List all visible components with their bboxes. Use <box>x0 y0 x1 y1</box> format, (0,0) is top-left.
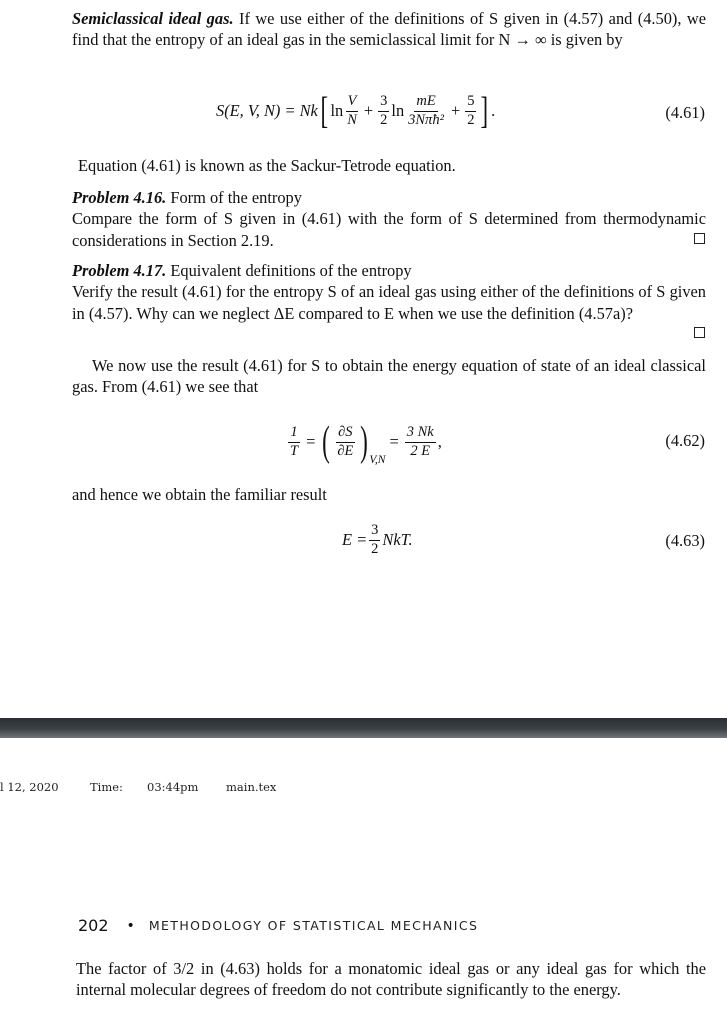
sackur-sentence: Equation (4.61) is known as the Sackur-Tetrode equation. <box>78 156 456 175</box>
problem-417-line-3: definition (4.57a)? <box>511 303 633 323</box>
eq62-frac2-num: ∂S <box>336 425 354 442</box>
problem-417-qed-box <box>694 327 705 338</box>
problem-416-line-2: thermodynamic considerations in Section 2.19. <box>72 209 706 250</box>
eq61-number: (4.61) <box>665 103 705 122</box>
eq61-plus-2: + <box>450 101 461 120</box>
eq61-lhs: S(E, V, N) = Nk <box>216 101 318 120</box>
problem-417-line-2: of S given in (4.57). Why can we neglect ΔE compared to E when we use the <box>72 282 706 323</box>
eq62-number: (4.62) <box>665 431 705 450</box>
semiclassical-heading: Semiclassical ideal gas. <box>72 9 234 28</box>
eq62-frac1-den: T <box>290 442 299 459</box>
eq62-equals-1: = <box>306 432 316 451</box>
problem-4-17 <box>72 260 706 324</box>
eq62-frac1-num: 1 <box>288 425 299 442</box>
problem-416-qed-box <box>694 233 705 244</box>
page-gap-shadow <box>0 718 727 738</box>
eq61-fraction-v-over-n <box>345 94 359 127</box>
semiclassical-line-2: and (4.50), we find that the entropy of an ideal gas in the semiclassical limit for <box>72 9 707 50</box>
eq63-number: (4.63) <box>665 531 705 550</box>
semiclassical-line-3: N → ∞ is given by <box>498 30 623 50</box>
eq61-frac3-den: 3Nπħ² <box>408 111 444 128</box>
semiclassical-line-1: If we use either of the definitions of S given in (4.57) <box>239 9 604 28</box>
eq61-left-bracket: [ <box>320 90 328 132</box>
eq62-partial-derivative <box>335 425 355 458</box>
eq63-rhs: NkT. <box>382 530 413 549</box>
eq61-fraction-me <box>406 94 446 127</box>
equation-4-62 <box>286 414 442 470</box>
header-bullet: • <box>126 917 135 934</box>
page-header <box>78 916 478 935</box>
eq61-ln-1: ln <box>330 101 344 120</box>
eq61-right-bracket: ] <box>480 90 489 132</box>
eq63-frac-num: 3 <box>369 523 380 540</box>
eq62-tail: , <box>437 432 442 451</box>
monatomic-line-1: The factor of 3/2 in (4.63) holds for a monatomic ideal gas or any ideal gas for <box>76 959 633 978</box>
monatomic-line-2: which the internal molecular degrees of freedom do not contribute significantly to <box>76 959 706 1000</box>
energy-paragraph <box>72 355 706 398</box>
energy-line-2: ideal classical gas. From (4.61) we see that <box>72 356 706 397</box>
eq61-frac1-num: V <box>346 94 359 111</box>
eq62-frac2-den: ∂E <box>337 442 354 459</box>
running-head-file: main.tex <box>226 780 277 794</box>
eq62-fraction-3nk-over-2e <box>405 425 436 458</box>
semiclassical-paragraph <box>72 8 706 51</box>
monatomic-line-3: the energy. <box>549 980 621 1000</box>
eq61-frac4-num: 5 <box>465 94 476 111</box>
running-head-time-value: 03:44pm <box>147 780 199 794</box>
energy-line-1: We now use the result (4.61) for S to obtain the energy equation of state of an <box>92 356 610 375</box>
eq61-frac2-num: 3 <box>378 94 389 111</box>
eq63-fraction-3-over-2 <box>369 523 380 556</box>
eq61-tail: . <box>491 101 496 120</box>
eq63-frac-den: 2 <box>371 540 379 557</box>
eq62-frac3-num: 3 Nk <box>405 425 436 442</box>
eq62-fraction-1-over-t <box>288 425 300 458</box>
eq62-right-paren: ) <box>360 419 369 465</box>
eq63-lhs: E = <box>342 530 368 549</box>
hence-sentence: and hence we obtain the familiar result <box>72 485 327 504</box>
eq62-equals-2: = <box>389 432 399 451</box>
eq62-left-paren: ( <box>322 419 331 465</box>
problem-416-label: Problem 4.16. <box>72 188 167 207</box>
problem-416-title: Form of the entropy <box>170 188 302 207</box>
page-number: 202 <box>78 916 109 935</box>
chapter-title: METHODOLOGY OF STATISTICAL MECHANICS <box>148 918 479 933</box>
eq61-frac1-den: N <box>347 111 357 128</box>
problem-417-label: Problem 4.17. <box>72 261 167 280</box>
equation-4-61 <box>216 88 495 134</box>
equation-4-63 <box>342 517 413 563</box>
monatomic-paragraph <box>76 958 706 1001</box>
eq62-subscript: V,N <box>369 454 386 466</box>
eq61-frac2-den: 2 <box>380 111 388 128</box>
eq62-frac3-den: 2 E <box>410 442 431 459</box>
eq61-fraction-3-over-2 <box>378 94 389 127</box>
eq61-fraction-5-over-2 <box>465 94 476 127</box>
eq61-frac4-den: 2 <box>467 111 475 128</box>
running-head-time-label: Time: <box>90 780 123 794</box>
eq61-ln-2: ln <box>391 101 405 120</box>
problem-4-16 <box>72 187 706 251</box>
eq61-frac3-num: mE <box>414 94 437 111</box>
problem-417-title: Equivalent definitions of the entropy <box>170 261 412 280</box>
problem-416-line-1: Compare the form of S given in (4.61) with the form of S determined from <box>72 209 597 229</box>
eq61-plus-1: + <box>363 101 374 120</box>
running-head-date: l 12, 2020 <box>0 780 59 794</box>
problem-417-line-1: Verify the result (4.61) for the entropy S of an ideal gas using either of the definitions <box>72 282 635 302</box>
